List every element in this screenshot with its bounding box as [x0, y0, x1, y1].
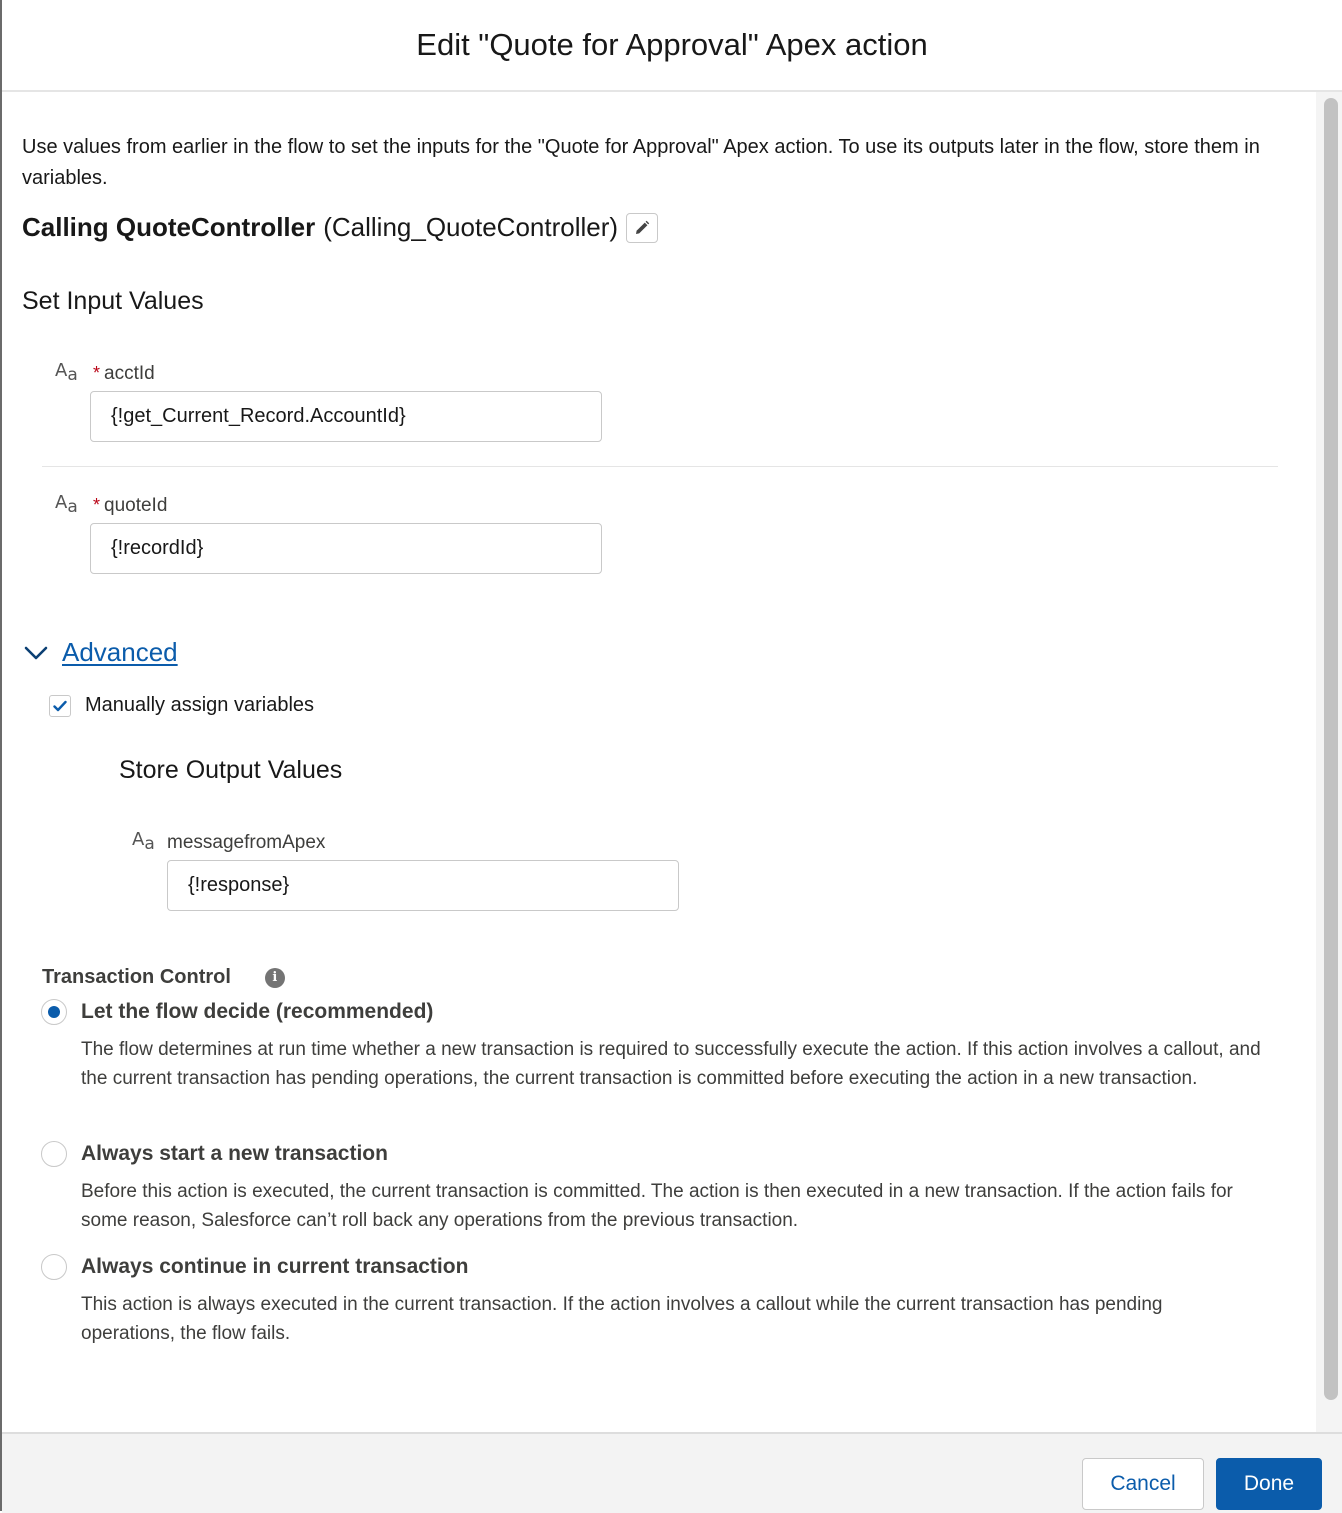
text-type-icon: $A_a$: [132, 829, 155, 854]
action-name: Calling QuoteController: [22, 212, 316, 242]
modal-footer: [2, 1432, 1342, 1513]
acctid-label: * acctId: [93, 363, 155, 384]
manually-assign-checkbox[interactable]: [49, 695, 71, 717]
radio-new-transaction[interactable]: [41, 1141, 67, 1167]
action-api-name: (Calling_QuoteController): [323, 212, 619, 242]
text-type-icon: $A_a$: [55, 360, 78, 385]
text-type-icon: $A_a$: [55, 492, 78, 517]
radio-option-let-flow-decide[interactable]: [41, 999, 1271, 1119]
pencil-icon: [634, 220, 650, 236]
chevron-down-icon: [24, 645, 48, 661]
radio-description: The flow determines at run time whether a new transaction is required to successfully execute the action. If this action involves a callout, and the current transaction has pending operations, the current transaction is committed before executing the action in a new transaction.: [81, 1039, 1261, 1089]
intro-text: Use values from earlier in the flow to set the inputs for the "Quote for Approval" Apex action. To use its outputs later in the flow, store them in variables.: [22, 136, 1260, 189]
messagefromapex-label: messagefromApex: [167, 832, 326, 853]
done-button[interactable]: Done: [1216, 1458, 1322, 1510]
radio-title: Always start a new transaction: [81, 1142, 388, 1165]
field-divider: [42, 466, 1278, 467]
modal-header: [2, 0, 1342, 92]
scrollbar-thumb[interactable]: [1324, 98, 1338, 1400]
transaction-control-label: Transaction Control i: [42, 966, 285, 989]
store-output-values-heading: Store Output Values: [119, 756, 343, 784]
radio-description: This action is always executed in the current transaction. If the action involves a callout while the current transaction has pending operations, the flow fails.: [81, 1294, 1163, 1344]
info-icon[interactable]: i: [265, 968, 285, 988]
advanced-link[interactable]: Advanced: [62, 637, 178, 667]
checkmark-icon: [53, 700, 67, 712]
radio-let-flow-decide[interactable]: [41, 999, 67, 1025]
manually-assign-row[interactable]: [49, 694, 314, 717]
advanced-toggle[interactable]: [24, 637, 178, 668]
edit-action-name-button[interactable]: [626, 213, 658, 243]
acctid-input[interactable]: [90, 391, 602, 442]
radio-title: Let the flow decide (recommended): [81, 1000, 434, 1023]
quoteid-label: * quoteId: [93, 495, 168, 516]
modal-title: Edit "Quote for Approval" Apex action: [416, 27, 928, 62]
radio-option-new-transaction[interactable]: [41, 1141, 1271, 1233]
messagefromapex-input[interactable]: [167, 860, 679, 911]
action-title-row: [22, 212, 658, 243]
radio-current-transaction[interactable]: [41, 1254, 67, 1280]
required-marker: *: [93, 495, 101, 515]
scrollbar[interactable]: [1316, 92, 1342, 1432]
radio-title: Always continue in current transaction: [81, 1255, 469, 1278]
modal-body[interactable]: [2, 92, 1316, 1432]
cancel-button[interactable]: Cancel: [1082, 1458, 1204, 1510]
required-marker: *: [93, 363, 101, 383]
quoteid-input[interactable]: [90, 523, 602, 574]
radio-description: Before this action is executed, the current transaction is committed. The action is then executed in a new transaction. If the action fails for some reason, Salesforce can’t roll back any operations from the previous transaction.: [81, 1181, 1233, 1231]
radio-option-current-transaction[interactable]: [41, 1254, 1271, 1346]
manually-assign-label: Manually assign variables: [85, 694, 315, 716]
set-input-values-heading: Set Input Values: [22, 287, 204, 315]
